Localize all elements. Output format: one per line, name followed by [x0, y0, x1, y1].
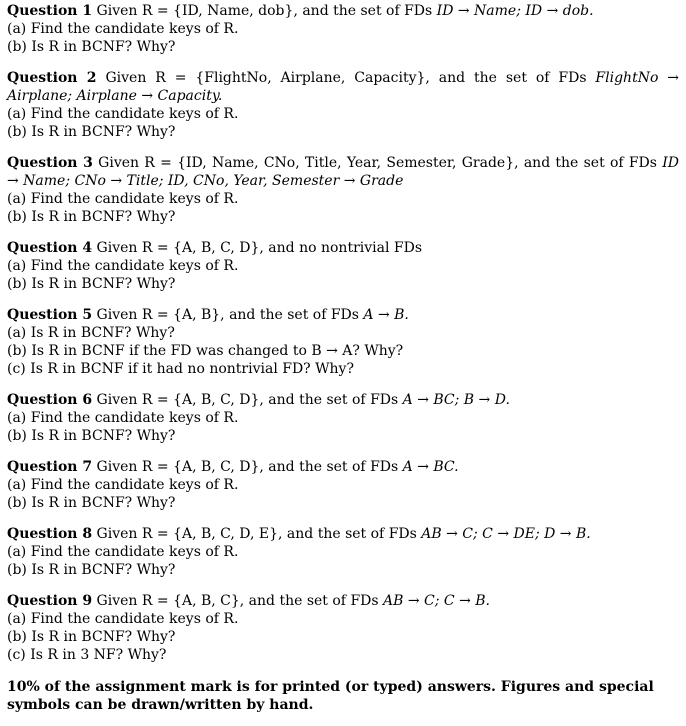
question-label: Question 3 — [7, 155, 93, 171]
question-3 — [7, 154, 679, 226]
relation-attributes: {A, B, C, D} — [173, 459, 260, 475]
question-9 — [7, 592, 679, 664]
grading-note: 10% of the assignment mark is for printed (or typed) answers. Figures and special symbols can be drawn/written by hand. — [7, 679, 654, 713]
question-part: (b) Is R in BCNF? Why? — [7, 428, 176, 444]
question-part: (a) Find the candidate keys of R. — [7, 477, 239, 493]
fds-intro: , and no nontrivial FDs — [259, 240, 423, 256]
question-2 — [7, 69, 679, 141]
question-part: (b) Is R in BCNF if the FD was changed to B → A? Why? — [7, 343, 404, 359]
question-statement — [7, 592, 679, 610]
question-label: Question 5 — [7, 307, 93, 323]
question-7 — [7, 458, 679, 512]
question-part: (a) Find the candidate keys of R. — [7, 258, 239, 274]
question-part: (a) Is R in BCNF? Why? — [7, 325, 175, 341]
functional-dependencies: FlightNo → Airplane; Airplane → Capacity. — [7, 70, 680, 104]
question-part: (b) Is R in BCNF? Why? — [7, 124, 176, 140]
question-6 — [7, 391, 679, 445]
question-part: (c) Is R in BCNF if it had no nontrivial FD? Why? — [7, 361, 354, 377]
question-statement — [7, 391, 679, 409]
relation-attributes: {ID, Name, CNo, Title, Year, Semester, Grade} — [177, 155, 515, 171]
question-label: Question 6 — [7, 392, 93, 408]
question-label: Question 7 — [7, 459, 93, 475]
question-8 — [7, 525, 679, 579]
functional-dependencies: ID → Name; ID → dob. — [436, 3, 594, 19]
relation-attributes: {A, B, C, D} — [173, 240, 260, 256]
fds-intro: , and the set of FDs — [259, 459, 403, 475]
question-part: (a) Find the candidate keys of R. — [7, 21, 239, 37]
functional-dependencies: A → BC; B → D. — [402, 392, 510, 408]
given-prefix: Given R = — [96, 307, 174, 323]
fds-intro: , and the set of FDs — [293, 3, 437, 19]
fds-intro: , and the set of FDs — [514, 155, 663, 171]
question-part: (b) Is R in BCNF? Why? — [7, 562, 176, 578]
functional-dependencies: AB → C; C → B. — [383, 593, 491, 609]
question-statement — [7, 306, 679, 324]
relation-attributes: {FlightNo, Airplane, Capacity} — [195, 70, 426, 86]
question-label: Question 4 — [7, 240, 93, 256]
given-prefix: Given R = — [96, 240, 174, 256]
question-part: (c) Is R in 3 NF? Why? — [7, 647, 167, 663]
question-statement — [7, 2, 679, 20]
question-part: (b) Is R in BCNF? Why? — [7, 629, 176, 645]
functional-dependencies: ID → Name; CNo → Title; ID, CNo, Year, Semester → Grade — [7, 155, 679, 189]
question-statement — [7, 525, 679, 543]
functional-dependencies: AB → C; C → DE; D → B. — [421, 526, 591, 542]
question-part: (a) Find the candidate keys of R. — [7, 191, 239, 207]
relation-attributes: {A, B, C} — [173, 593, 240, 609]
question-5 — [7, 306, 679, 378]
question-part: (a) Find the candidate keys of R. — [7, 544, 239, 560]
fds-intro: , and the set of FDs — [425, 70, 596, 86]
question-label: Question 9 — [7, 593, 93, 609]
question-label: Question 2 — [7, 70, 97, 86]
question-label: Question 8 — [7, 526, 93, 542]
functional-dependencies: A → BC. — [402, 459, 459, 475]
fds-intro: , and the set of FDs — [239, 593, 384, 609]
question-part: (a) Find the candidate keys of R. — [7, 106, 239, 122]
fds-intro: , and the set of FDs — [278, 526, 422, 542]
question-statement — [7, 154, 679, 190]
question-4 — [7, 239, 679, 293]
given-prefix: Given R = — [96, 3, 174, 19]
relation-attributes: {A, B, C, D, E} — [173, 526, 279, 542]
question-part: (a) Find the candidate keys of R. — [7, 410, 239, 426]
relation-attributes: {A, B} — [173, 307, 221, 323]
question-part: (b) Is R in BCNF? Why? — [7, 39, 176, 55]
question-1 — [7, 2, 679, 56]
given-prefix: Given R = — [96, 392, 174, 408]
question-part: (b) Is R in BCNF? Why? — [7, 276, 176, 292]
given-prefix: Given R = — [96, 459, 174, 475]
given-prefix: Given R = — [98, 155, 178, 171]
question-label: Question 1 — [7, 3, 93, 19]
relation-attributes: {ID, Name, dob} — [173, 3, 294, 19]
given-prefix: Given R = — [96, 526, 174, 542]
question-statement — [7, 69, 679, 105]
relation-attributes: {A, B, C, D} — [173, 392, 260, 408]
given-prefix: Given R = — [105, 70, 196, 86]
question-part: (a) Find the candidate keys of R. — [7, 611, 239, 627]
functional-dependencies: A → B. — [363, 307, 409, 323]
given-prefix: Given R = — [96, 593, 174, 609]
question-statement — [7, 239, 679, 257]
question-part: (b) Is R in BCNF? Why? — [7, 209, 176, 225]
fds-intro: , and the set of FDs — [220, 307, 364, 323]
fds-intro: , and the set of FDs — [259, 392, 403, 408]
question-statement — [7, 458, 679, 476]
question-part: (b) Is R in BCNF? Why? — [7, 495, 176, 511]
